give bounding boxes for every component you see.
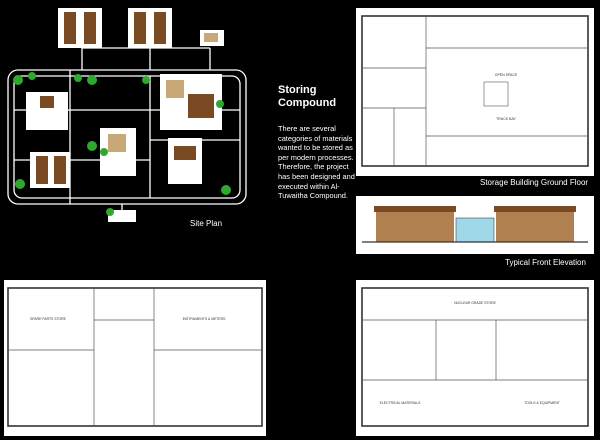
- page-title-line2: Compound: [278, 97, 337, 109]
- floor-plan-bottom-right-drawing: [356, 280, 594, 436]
- label-open-space: OPEN SPACE: [494, 73, 518, 77]
- label-truck-bay: TRUCK BAY: [496, 117, 516, 121]
- front-elevation: [356, 196, 594, 254]
- floor-plan-top-drawing: [356, 8, 594, 176]
- floor-plan-bottom-left: [4, 280, 266, 436]
- front-elevation-caption: Typical Front Elevation: [505, 258, 586, 267]
- site-plan-drawing: [0, 0, 260, 232]
- floor-plan-top-caption: Storage Building Ground Floor: [480, 178, 589, 187]
- floor-plan-bottom-left-drawing: [4, 280, 266, 436]
- label-electrical: ELECTRICAL MATERIALS: [379, 401, 421, 405]
- label-nuclear-grade: NUCLEAR GRADE STORE: [454, 301, 496, 305]
- site-plan-caption: Site Plan: [190, 219, 223, 228]
- front-elevation-drawing: [356, 196, 594, 254]
- floor-plan-top: [356, 8, 594, 176]
- site-buildings: [26, 8, 224, 222]
- description-text: There are several categories of materials wanted to be stored as per modern processes. Therefore, the project has been designed and executed within Al-Tuwaitha Compound.: [278, 124, 355, 201]
- label-spare-parts: SPARE PARTS STORE: [30, 317, 66, 321]
- floor-plan-bottom-right: [356, 280, 594, 436]
- label-instruments: INSTRUMENTS & METERS: [182, 317, 226, 321]
- page-title: [278, 84, 358, 110]
- label-tools: TOOLS & EQUIPMENT: [524, 401, 560, 405]
- page-title-line1: Storing: [278, 84, 317, 96]
- site-plan: [0, 0, 260, 232]
